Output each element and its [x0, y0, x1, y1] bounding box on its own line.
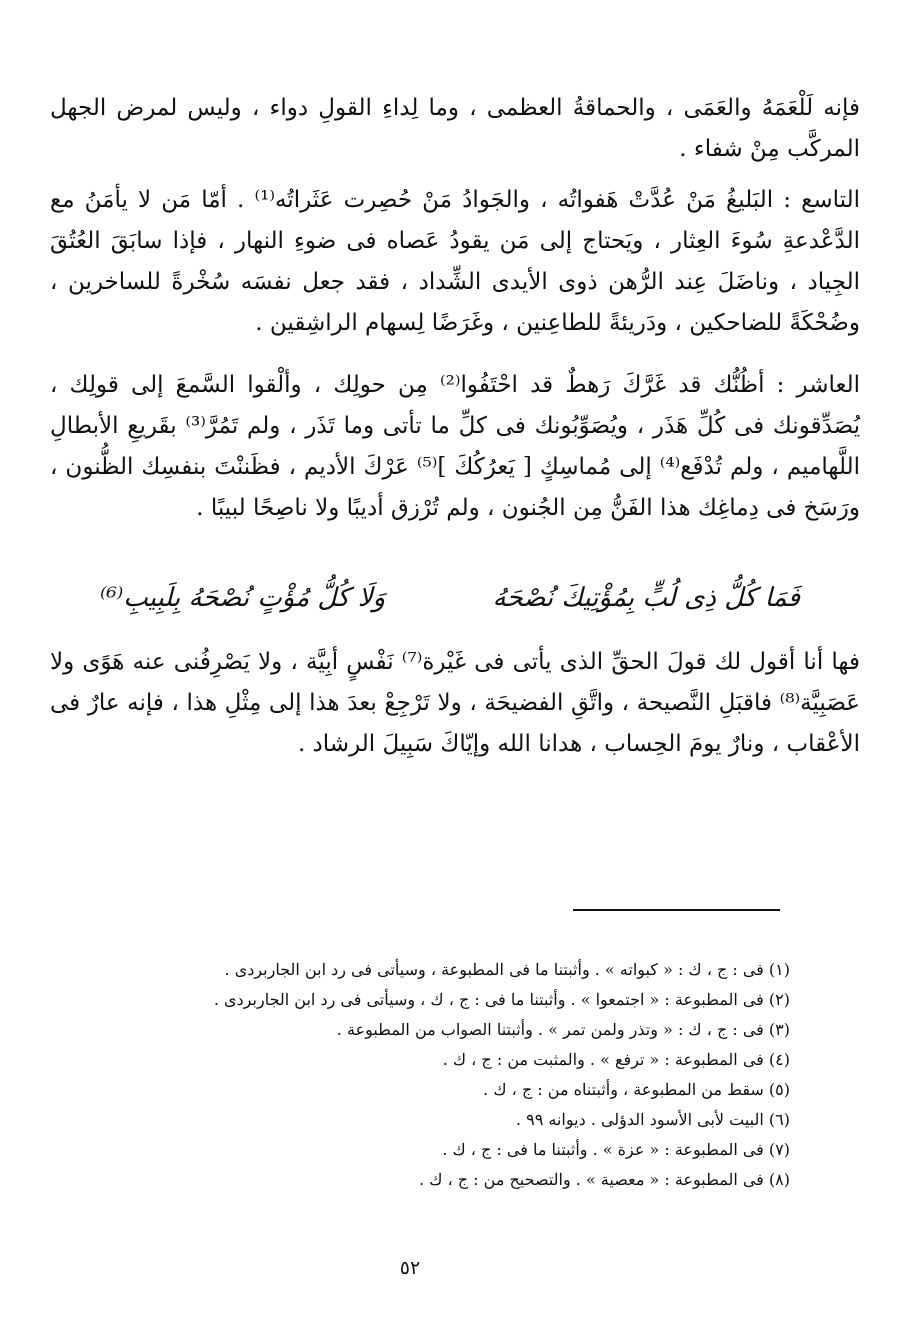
footnote-4: (٤) فى المطبوعة : « ترفع » . والمثبت من : ج ، ك . — [442, 1050, 790, 1069]
footnote-8: (٨) فى المطبوعة : « معصية » . والتصحيح من : ج ، ك . — [419, 1170, 790, 1189]
paragraph-1: فإنه لَلْعَمَهُ والعَمَى ، والحماقةُ العظمى ، وما لِداءِ القولِ دواء ، وليس لمرض الجهل المركَّب مِنْ شفاء . — [50, 95, 860, 162]
footnote-separator — [573, 909, 780, 911]
footnote-2: (٢) فى المطبوعة : « اجتمعوا » . وأثبتنا ما فى : ج ، ك ، وسيأتى فى رد ابن الجاربردى . — [213, 990, 790, 1009]
paragraph-2: التاسع : البَليغُ مَنْ عُدَّتْ هَفواتُه ، والجَوادُ مَنْ حُصِرت عَثَراتُه⁽¹⁾ . أمّا مَن لا يأمَنُ مع الدَّعْدعةِ سُوءَ العِثار ، ويَحتاج إلى مَن يقودُ عَصاه فى ضوءِ النهار ، فإذا سابَقَ العُتُقَ الجِياد ، وناضَلَ عِند الرُّهن ذوى الأيدى الشِّداد ، فقد جعل نفسَه سُخْرةً للساخرين ، وضُحْكَةً للضاحكين ، ودَريئةً للطاعِنين ، وغَرَضًا لِسهام الراشِقين . — [50, 187, 861, 336]
footnote-3: (٣) فى : ج ، ك : « وتذر ولمن تمر » . وأثبتنا الصواب من المطبوعة . — [336, 1020, 790, 1039]
footnotes — [120, 955, 790, 1195]
footnote-5: (٥) سقط من المطبوعة ، وأثبتناه من : ج ، ك . — [483, 1080, 790, 1099]
footnote-7: (٧) فى المطبوعة : « عزة » . وأثبتنا ما فى : ج ، ك . — [442, 1140, 790, 1159]
paragraph-3: العاشر : أظُنُّك قد غَرَّكَ رَهطٌ قد احْتَفُوا⁽²⁾ مِن حولِك ، وألْقوا السَّمعَ إلى قولِك ، يُصَدِّقونك فى كُلِّ هَذَر ، ويُصَوِّبُونك فى كلِّ ما تأتى وما تَذَر ، ولم تَمُرَّ⁽³⁾ بقَريعِ الأبطالِ اللَّهاميم ، ولم تُدْفَع⁽⁴⁾ إلى مُماسِكٍ [ يَعرُكُكَ ]⁽⁵⁾ عَرْكَ الأديم ، فظَننْتَ بنفسِك الظُّنون ، ورَسَخ فى دِماغِك هذا الفَنُّ مِن الجُنون ، ولم تُرْزق أديبًا ولا ناصِحًا لبيبًا . — [50, 372, 861, 521]
footnote-1: (١) فى : ج ، ك : « كبواته » . وأثبتنا ما فى المطبوعة ، وسيأتى فى رد ابن الجاربردى . — [224, 960, 790, 979]
poetry-verse — [100, 583, 800, 627]
paragraph-4: فها أنا أقول لك قولَ الحقِّ الذى يأتى فى غَيْرة⁽⁷⁾ نَفْسٍ أبِيَّة ، ولا يَصْرِفُنى عنه هَوًى ولا عَصَبِيَّة⁽⁸⁾ فاقبَلِ النَّصيحة ، واتَّقِ الفضيحَة ، ولا تَرْجِعْ بعدَ هذا إلى مِثْلِ هذا ، فإنه عارٌ فى الأعْقاب ، ونارٌ يومَ الحِساب ، هدانا الله وإيّاكَ سَبِيلَ الرشاد . — [50, 649, 860, 757]
page-number: ٥٢ — [399, 1257, 421, 1279]
verse-hemistich-second: وَلَا كُلُّ مُؤْتٍ نُصْحَهُ بِلَبِيبِ⁽⁶⁾ — [100, 583, 386, 613]
footnote-6: (٦) البيت لأبى الأسود الدؤلى . ديوانه ٩٩ . — [515, 1110, 790, 1129]
verse-hemistich-first: فَمَا كُلُّ ذِى لُبٍّ بِمُؤْتِيكَ نُصْحَهُ — [492, 583, 800, 613]
